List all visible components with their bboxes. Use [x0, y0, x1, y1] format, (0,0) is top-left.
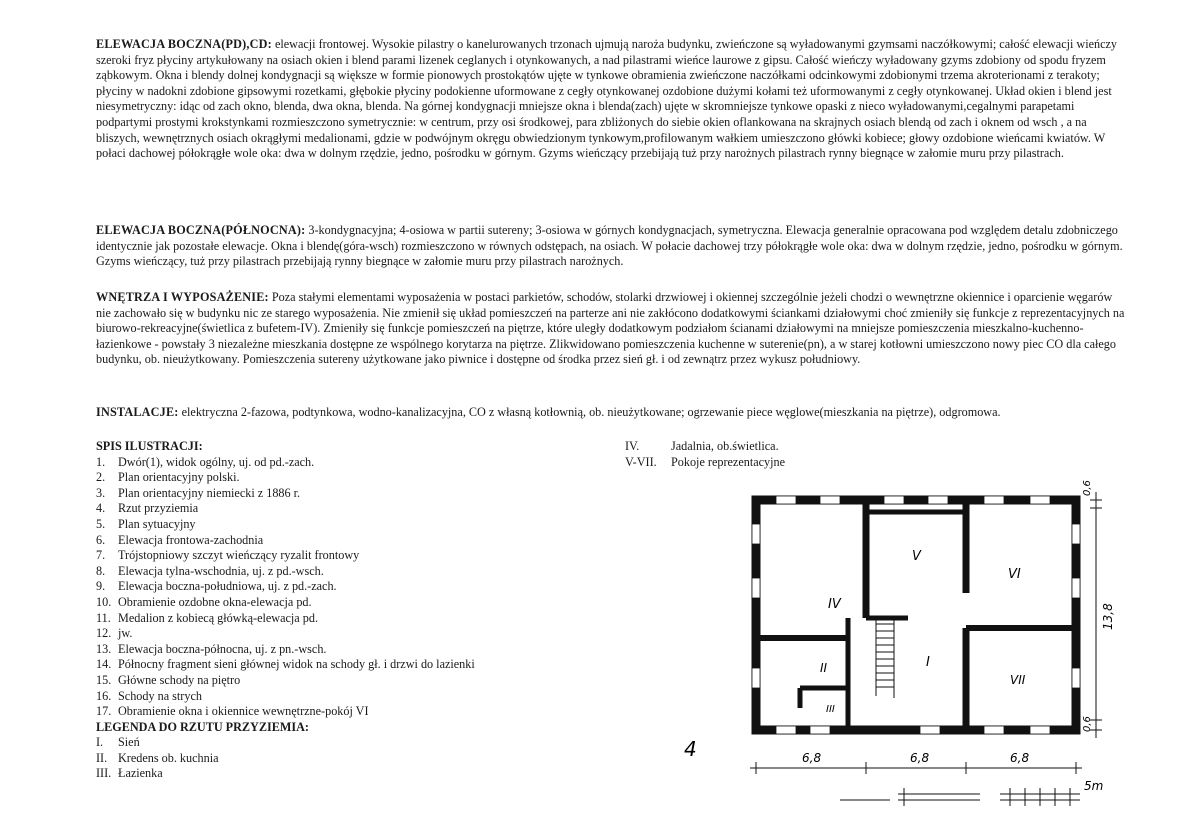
section-south-elevation: [96, 37, 1126, 162]
window: [752, 668, 760, 688]
window: [776, 496, 796, 504]
dimension-label: 0,6: [1082, 480, 1093, 496]
illustration-text: Elewacja boczna-południowa, uj. z pd.-zach.: [118, 579, 337, 594]
illustration-number: 7.: [96, 548, 106, 563]
section-heading: INSTALACJE:: [96, 405, 179, 419]
illustrations-title: SPIS ILUSTRACJI:: [96, 439, 203, 453]
illustration-text: Rzut przyziemia: [118, 501, 199, 516]
illustration-number: 1.: [96, 454, 106, 469]
section-body: Poza stałymi elementami wyposażenia w postaci parkietów, schodów, stolarki drzwiowej i okiennej szczególnie jeżeli chodzi o wewnętrzne okiennice i oparcienie węgarów nie zachowało się w budynku nic ze starego wyposażenia. Nie zmienił się układ pomieszczeń na parterze ani nie zakłócono dodatkowymi ściankami działowymi choć zmieniły się funkcje z reprezentacyjnych na biurowo-rekreacyjne(świetlica z bufetem-IV). Zmieniły się funkcje pomieszczeń na piętrze, które uległy dodatkowym podziałom ścianami działowymi na mniejsze pomieszczenia mieszkalno-kuchenno-łazienkowe - powstały 3 niezależne mieszkania dostępne ze wspólnego korytarza na piętrze. Zlikwidowano pomieszczenia kuchenne w suterenie(pn), a w starej kotłowni umieszczono nowy piec CO dla całego budynku, ob. nieużytkowany. Pomieszczenia sutereny użytkowane jako piwnice i dostępne od środka przez sień gł. i od zewnątrz przez wykusz południowy.: [96, 290, 1125, 367]
illustration-item: [96, 673, 566, 689]
illustration-number: 15.: [96, 672, 112, 687]
illustration-text: Schody na strych: [118, 688, 202, 703]
outer-wall: [756, 500, 1076, 730]
illustration-text: Plan sytuacyjny: [118, 516, 196, 531]
section-installations: [96, 405, 1126, 421]
window: [984, 726, 1004, 734]
window: [752, 578, 760, 598]
illustration-item: [96, 611, 566, 627]
window: [1072, 668, 1080, 688]
illustration-number: 2.: [96, 470, 106, 485]
legend-item: [625, 439, 925, 455]
legend-continued: [625, 439, 925, 470]
illustration-number: 6.: [96, 532, 106, 547]
illustration-item: [96, 548, 566, 564]
illustration-text: Obramienie ozdobne okna-elewacja pd.: [118, 594, 312, 609]
stairs: [876, 620, 894, 696]
window: [1030, 726, 1050, 734]
dimension-label: 13,8: [1101, 603, 1115, 630]
illustration-text: Północny fragment sieni głównej widok na schody gł. i drzwi do lazienki: [118, 657, 475, 672]
dimension-label: 6,8: [910, 751, 930, 765]
window: [920, 726, 940, 734]
illustration-number: 4.: [96, 501, 106, 516]
dimension-label: 6,8: [1010, 751, 1030, 765]
scale-label: 5m: [1084, 779, 1104, 793]
illustration-item: [96, 657, 566, 673]
section-interiors: [96, 290, 1126, 368]
legend-number: I.: [96, 735, 104, 750]
illustration-text: Dwór(1), widok ogólny, uj. od pd.-zach.: [118, 454, 315, 469]
illustration-item: [96, 455, 566, 471]
window: [820, 496, 840, 504]
illustration-number: 3.: [96, 485, 106, 500]
illustration-item: [96, 486, 566, 502]
dimension-label: 0,6: [1082, 716, 1093, 732]
illustration-number: 16.: [96, 688, 112, 703]
illustration-item: [96, 642, 566, 658]
illustration-number: 17.: [96, 704, 112, 719]
illustration-text: Obramienie okna i okiennice wewnętrzne-pokój VI: [118, 704, 369, 719]
room-label: II: [820, 661, 828, 675]
window: [1030, 496, 1050, 504]
illustration-item: [96, 470, 566, 486]
illustration-text: Trójstopniowy szczyt wieńczący ryzalit frontowy: [118, 548, 360, 563]
window: [810, 726, 830, 734]
legend-item: [96, 766, 566, 782]
legend-text: Sień: [118, 735, 140, 750]
section-heading: ELEWACJA BOCZNA(PÓŁNOCNA):: [96, 223, 306, 237]
legend-number: II.: [96, 750, 108, 765]
illustration-text: Elewacja boczna-północna, uj. z pn.-wsch.: [118, 641, 327, 656]
section-body: 3-kondygnacyjna; 4-osiowa w partii sutereny; 3-osiowa w górnych kondygnacjach, symetryczna. Elewacja generalnie opracowana pod względem detalu zdobniczego identycznie jak pozostałe elewacje. Okna i blendę(góra-wsch) rozmieszczono w równych odstępach, na osiach. W połacie dachowej trzy półokrągłe wole oka: dwa w dolnym rzędzie, jedno, pośrodku w górnym. Gzyms wieńczący, tuż przy pilastrach przebijają rynny biegnące w załomie muru przy pilastrach narożnych.: [96, 223, 1123, 269]
illustration-text: Medalion z kobiecą główką-elewacja pd.: [118, 610, 318, 625]
illustration-text: Plan orientacyjny niemiecki z 1886 r.: [118, 485, 301, 500]
illustration-item: [96, 626, 566, 642]
illustration-number: 8.: [96, 563, 106, 578]
illustration-number: 11.: [96, 610, 111, 625]
illustration-text: Elewacja frontowa-zachodnia: [118, 532, 264, 547]
legend-text: Łazienka: [118, 766, 163, 781]
window: [984, 496, 1004, 504]
room-label: VII: [1010, 673, 1026, 687]
legend-number: V-VII.: [625, 454, 657, 469]
illustration-item: [96, 704, 566, 720]
illustration-text: Plan orientacyjny polski.: [118, 470, 240, 485]
illustration-item: [96, 533, 566, 549]
illustration-item: [96, 579, 566, 595]
window: [752, 524, 760, 544]
illustrations-list: [96, 439, 566, 782]
figure-number: 4: [684, 737, 697, 761]
legend-text: Kredens ob. kuchnia: [118, 750, 219, 765]
legend-number: III.: [96, 766, 112, 781]
illustration-number: 10.: [96, 594, 112, 609]
legend-item: [96, 751, 566, 767]
room-label: VI: [1008, 567, 1021, 582]
section-heading: ELEWACJA BOCZNA(PD),CD:: [96, 37, 272, 51]
section-north-elevation: [96, 223, 1126, 270]
illustration-text: Elewacja tylna-wschodnia, uj. z pd.-wsch.: [118, 563, 324, 578]
section-body: elektryczna 2-fazowa, podtynkowa, wodno-kanalizacyjna, CO z własną kotłownią, ob. nieużytkowane; ogrzewanie piece węglowe(mieszkania na piętrze), odgromowa.: [181, 405, 1001, 419]
legend-item: [96, 735, 566, 751]
illustration-number: 9.: [96, 579, 106, 594]
legend-items: [96, 735, 566, 782]
legend-text: Jadalnia, ob.świetlica.: [671, 439, 779, 453]
window: [884, 496, 904, 504]
illustration-number: 12.: [96, 626, 112, 641]
illustration-number: 5.: [96, 516, 106, 531]
illustration-item: [96, 501, 566, 517]
room-label: I: [926, 655, 930, 670]
illustration-item: [96, 564, 566, 580]
illustration-number: 13.: [96, 641, 112, 656]
legend-text: Pokoje reprezentacyjne: [671, 454, 786, 469]
illustration-item: [96, 517, 566, 533]
section-body: elewacji frontowej. Wysokie pilastry o kanelurowanych trzonach ujmują naroża budynku, zwieńczone są wyładowanymi gzymsami naczółkowymi; całość elewacji wieńczy szeroki fryz płyciny artykułowany na osiach okien i blend parami lizenek ceglanych i otynkowanych, a nad pilastrami wieńce laurowe z gipsu. Całość wieńczy wyładowany gzyms zdobiony od spodu fryzem ząbkowym. Okna i blendy dolnej kondygnacji są większe w formie pionowych prostokątów ujęte w tynkowe obramienia zwieńczone naczółkami odcinkowymi zdobionymi trzema akroterionami z terakoty; płyciny w nadokni zdobione gipsowymi rozetkami, głębokie płyciny podokienne uformowane z cegły otynkowanej ozdobione dużymi kołami też uformowanymi z cegły otynkowanej. Układ okien i blend jest niesymetryczny: idąc od zach okno, blenda, dwa okna, blenda. Na górnej kondygnacji mniejsze okna i blenda(zach) ujęte w skromniejsze tynkowe opaski z nieco wyładowanymi,cegalnymi parapetami podpartymi prostymi krokstynkami rozmieszczono symetrycznie: w centrum, przy osi środkowej, para zbliżonych do siebie okien oflankowana na skrajnych osiach blendą od zach i oknem od wsch , a na bliszych, wewnętrznych osiach okrągłymi medalionami, gdzie w podwójnym okręgu obwiedzionym tynkowym,profilowanym wałkiem umieszczono główki kobiece; głowy ozdobione wieńcami kwiatów. W połaci dachowej półokrągłe wole oka: dwa w dolnym rzędzie, jedno, pośrodku w górnym. Gzyms wieńczący przebijają tuż przy narożnych pilastrach rynny biegnące w załomie muru przy pilastrach.: [96, 37, 1118, 161]
room-label: IV: [828, 597, 841, 612]
illustration-item: [96, 595, 566, 611]
window: [928, 496, 948, 504]
illustration-item: [96, 689, 566, 705]
room-label: III: [826, 704, 835, 715]
window: [1072, 524, 1080, 544]
window: [776, 726, 796, 734]
illustration-number: 14.: [96, 657, 112, 672]
legend-number: IV.: [625, 439, 640, 453]
dimension-label: 6,8: [802, 751, 822, 765]
room-label: V: [912, 549, 921, 564]
section-heading: WNĘTRZA I WYPOSAŻENIE:: [96, 290, 269, 304]
floor-plan: [680, 478, 1120, 814]
legend-item: [625, 455, 925, 471]
illustration-text: Główne schody na piętro: [118, 672, 241, 687]
window: [1072, 578, 1080, 598]
legend-title: LEGENDA DO RZUTU PRZYZIEMIA:: [96, 719, 309, 734]
illustration-text: jw.: [118, 626, 133, 641]
illustrations-items: [96, 455, 566, 720]
